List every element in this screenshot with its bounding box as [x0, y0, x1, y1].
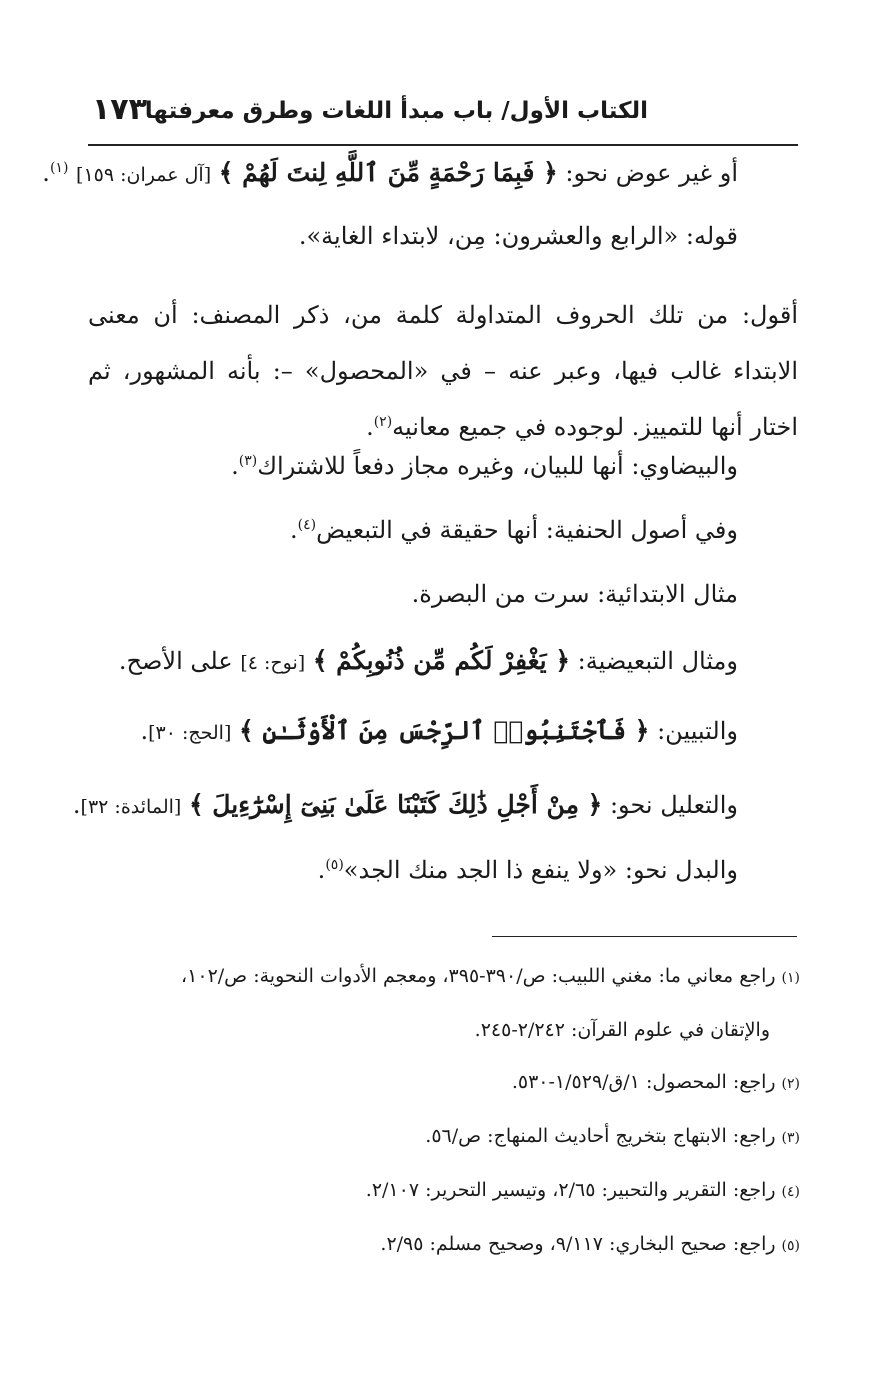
footnote-1	[88, 950, 800, 1004]
footnote-3	[88, 1110, 800, 1164]
running-header	[88, 92, 798, 140]
line9-intro: والتعليل نحو:	[609, 791, 738, 819]
quran-verse-4: ﴿ مِنْ أَجْلِ ذَٰلِكَ كَتَبْنَا عَلَىٰ بَنِىٓ إِسْرَٰٓءِيلَ ﴾	[188, 790, 603, 819]
footnote-number: (٢)	[781, 1076, 800, 1092]
footnote-separator	[492, 936, 797, 937]
quran-verse-3: ﴿ فَٱجْتَنِبُوا۟ ٱلرِّجْسَ مِنَ ٱلْأَوْثَـٰنِ ﴾	[239, 716, 650, 745]
footnote-number: (٤)	[781, 1184, 800, 1200]
body-line-6	[88, 580, 738, 608]
quote-line: قوله: «الرابع والعشرون: مِن، لابتداء الغاية».	[298, 222, 738, 250]
quran-verse-1: ﴿ فَبِمَا رَحْمَةٍ مِّنَ ٱللَّهِ لِنتَ لَهُمْ ﴾	[218, 158, 558, 187]
line8-intro: والتبيين:	[657, 717, 738, 745]
footnote-marker-1: (١)	[49, 160, 69, 176]
verse-reference-2: [نوح: ٤]	[240, 652, 306, 674]
paragraph-3-period: .	[366, 413, 374, 441]
page-number: ١٧٣	[92, 92, 147, 127]
example-start-line: مثال الابتدائية: سرت من البصرة.	[411, 580, 738, 608]
body-line-4: والبيضاوي: أنها للبيان، وغيره مجاز دفعاً للاشتراك$^{(٣)}$.	[231, 452, 738, 480]
body-line-9: والتعليل نحو: ﴿ مِنْ أَجْلِ ذَٰلِكَ كَتَبْنَا عَلَىٰ بَنِىٓ إِسْرَٰٓءِيلَ ﴾ [المائدة: ٣٢].	[72, 790, 738, 819]
footnote-marker-2: (٢)	[373, 414, 393, 430]
footnote-marker-5: (٥)	[325, 857, 344, 873]
body-line-8: والتبيين: ﴿ فَٱجْتَنِبُوا۟ ٱلرِّجْسَ مِنَ ٱلْأَوْثَـٰنِ ﴾ [الحج: ٣٠].	[140, 716, 738, 745]
running-title: الكتاب الأول/ باب مبدأ اللغات وطرق معرفتها	[144, 98, 648, 124]
verse-reference-4: [المائدة: ٣٢]	[80, 796, 182, 818]
header-rule	[88, 144, 798, 146]
line7-tail: على الأصح.	[118, 647, 233, 675]
verse-reference-3: [الحج: ٣٠]	[148, 722, 232, 744]
body-line-7	[88, 646, 738, 675]
body-paragraph-3	[88, 287, 798, 455]
footnote-number: (٣)	[781, 1130, 800, 1146]
footnote-1-continuation: والإتقان في علوم القرآن: ٢/٢٤٢-٢٤٥.	[474, 1019, 770, 1041]
body-line-10: والبدل نحو: «ولا ينفع ذا الجد منك الجد»$^{(٥)}$.	[317, 856, 738, 884]
badal-line: والبدل نحو: «ولا ينفع ذا الجد منك الجد»	[343, 856, 738, 884]
footnote-text: راجع معاني ما: مغني اللبيب: ص/٣٩٠-٣٩٥، ومعجم الأدوات النحوية: ص/١٠٢،	[181, 965, 776, 987]
verse-reference-1: [آل عمران: ١٥٩]	[76, 164, 212, 186]
footnote-2	[88, 1056, 800, 1110]
footnote-text: راجع: التقرير والتحبير: ٢/٦٥، وتيسير التحرير: ٢/١٠٧.	[365, 1179, 776, 1201]
footnotes	[88, 950, 800, 1272]
footnote-number: (٥)	[781, 1238, 800, 1254]
footnote-text: راجع: الابتهاج بتخريج أحاديث المنهاج: ص/٥٦.	[425, 1125, 776, 1147]
line1-intro: أو غير عوض نحو:	[565, 159, 738, 187]
quran-verse-2: ﴿ يَغْفِرْ لَكُم مِّن ذُنُوبِكُمْ ﴾	[312, 646, 570, 675]
body-line-2	[88, 222, 738, 250]
footnote-marker-3: (٣)	[238, 453, 258, 469]
footnote-text: راجع: المحصول: ١/ق/١/٥٢٩-٥٣٠.	[511, 1071, 776, 1093]
footnote-number: (١)	[781, 970, 800, 986]
paragraph-3-text: أقول: من تلك الحروف المتداولة كلمة من، ذكر المصنف: أن معنى الابتداء غالب فيها، وعبر عنه – في «المحصول» –: بأنه المشهور، ثم اختار أنها للتمييز. لوجوده في جميع معانيه	[88, 301, 798, 441]
hanafi-line: وفي أصول الحنفية: أنها حقيقة في التبعيض	[316, 516, 738, 544]
line7-intro: ومثال التبعيضية:	[577, 647, 738, 675]
footnote-marker-4: (٤)	[297, 517, 317, 533]
footnote-5	[88, 1218, 800, 1272]
baydawi-line: والبيضاوي: أنها للبيان، وغيره مجاز دفعاً للاشتراك	[257, 452, 738, 480]
footnote-4	[88, 1164, 800, 1218]
line1-period: .	[42, 159, 50, 187]
footnote-text: راجع: صحيح البخاري: ٩/١١٧، وصحيح مسلم: ٢/٩٥.	[380, 1233, 776, 1255]
body-line-1	[42, 158, 738, 187]
body-line-5: وفي أصول الحنفية: أنها حقيقة في التبعيض$^{(٤)}$.	[290, 516, 738, 544]
